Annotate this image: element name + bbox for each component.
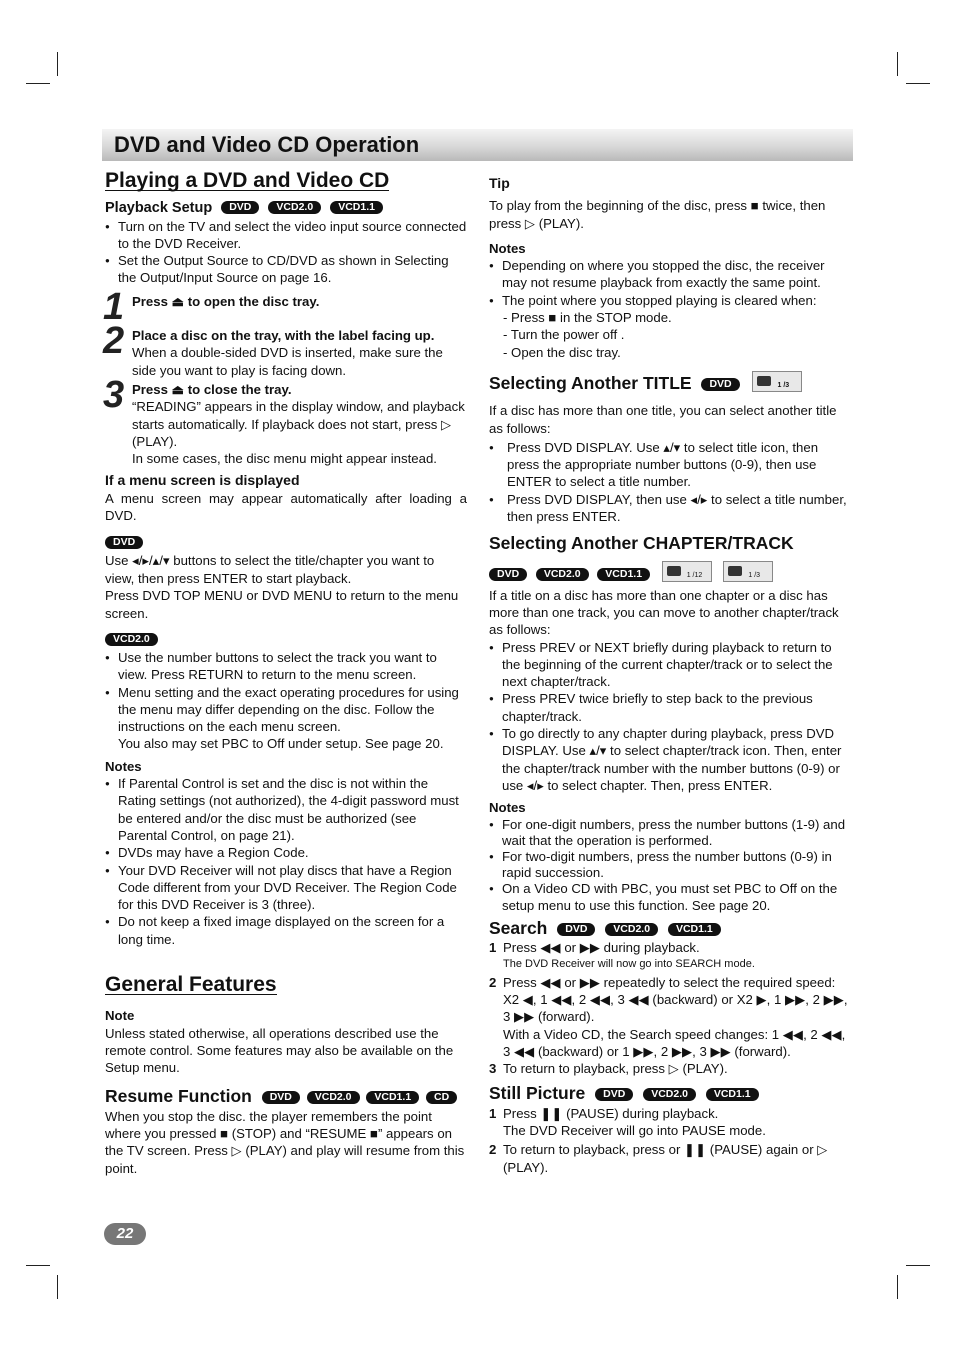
menu-screen-text: A menu screen may appear automatically after loading a DVD. — [105, 490, 467, 524]
step-heading: Press ⏏ to open the disc tray. — [132, 293, 320, 309]
list-item: ● Press DVD DISPLAY, then use ◂/▸ to select a title number, then press ENTER. — [489, 491, 851, 526]
badge-vcd20: VCD2.0 — [536, 568, 589, 581]
resume-heading: Resume Function DVD VCD2.0 VCD1.1 CD — [105, 1088, 467, 1105]
badge-vcd11: VCD1.1 — [597, 568, 650, 581]
playing-title: Playing a DVD and Video CD — [105, 169, 390, 192]
chapter-notes-list — [489, 817, 851, 914]
sub-note: - Open the disc tray. — [503, 344, 621, 360]
notes-heading: Notes — [489, 800, 526, 816]
badge-dvd: DVD — [262, 1091, 300, 1104]
tip-heading: Tip — [489, 175, 510, 191]
list-item: ● The point where you stopped playing is cleared when: — [489, 292, 851, 309]
list-item: ● Turn on the TV and select the video input source connected to the DVD Receiver. — [105, 218, 467, 253]
step-number: 3 — [103, 373, 125, 416]
step-heading: Press ⏏ to close the tray. — [132, 381, 292, 397]
list-item: ● Set the Output Source to CD/DVD as shown in Selecting the Output/Input Source on page 16. — [105, 252, 467, 287]
camera-icon — [757, 376, 771, 386]
tip-text: To play from the beginning of the disc, press ■ twice, then press ▷ (PLAY). — [489, 198, 826, 231]
notes-heading: Notes — [105, 758, 142, 774]
notes-list — [489, 257, 851, 309]
camera-icon — [667, 566, 681, 576]
still-step-2: 2 To return to playback, press or ❚❚ (PAUSE) again or ▷ (PLAY). — [489, 1142, 828, 1175]
crop-mark — [897, 52, 898, 76]
menu-screen-heading: If a menu screen is displayed — [105, 472, 300, 489]
title-osd-icon: 1 /3 — [752, 371, 802, 392]
badge-vcd20: VCD2.0 — [105, 633, 158, 646]
list-item: ● DVDs may have a Region Code. — [105, 844, 467, 861]
dvd-text: Use ◂/▸/▴/▾ buttons to select the title/chapter you want to view, then press ENTER to start playback. — [105, 553, 435, 586]
crop-mark — [906, 83, 930, 84]
sub-note: - Turn the power off . — [503, 327, 625, 343]
search-step-2: 2 Press ◀◀ or ▶▶ repeatedly to select the required speed: X2 ◀, 1 ◀◀, 2 ◀◀, 3 ◀◀ (backward) or X2 ▶, 1 ▶▶, 2 ▶▶, 3 ▶▶ (forward). With a Video CD, the Search speed changes: 1 ◀◀, 2 ◀◀, 3 ◀◀ (backward) or 1 ▶▶, 2 ▶▶, 3 ▶▶ (forward). — [489, 974, 848, 1059]
step-1 — [103, 285, 467, 328]
badge-vcd11: VCD1.1 — [706, 1088, 759, 1101]
list-item: ● Use the number buttons to select the track you want to view. Press RETURN to return to the menu screen. — [105, 649, 467, 684]
badge-vcd20: VCD2.0 — [643, 1088, 696, 1101]
list-item: ● Depending on where you stopped the disc, the receiver may not resume playback from exactly the same point. — [489, 257, 851, 292]
badge-dvd: DVD — [595, 1088, 633, 1101]
dvd-text-2: Press DVD TOP MENU or DVD MENU to return to the menu screen. — [105, 587, 459, 621]
step-2 — [103, 320, 467, 379]
list-item: ● Your DVD Receiver will not play discs that have a Region Code different from your DVD Receiver. The Region Code for this DVD Receiver is 3 (three). — [105, 862, 467, 914]
list-item: ● For two-digit numbers, press the number buttons (0-9) in rapid succession. — [489, 849, 851, 881]
step-body: When a double-sided DVD is inserted, make sure the side you want to play is facing down. — [132, 345, 443, 378]
step-heading: Place a disc on the tray, with the label facing up. — [132, 328, 435, 344]
badge-dvd: DVD — [557, 923, 595, 936]
title-heading: Selecting Another TITLE DVD 1 /3 — [489, 371, 851, 392]
title-list — [489, 439, 851, 525]
list-item: ● Menu setting and the exact operating procedures for using the menu may differ depending on the disc. Follow the instructions on the each menu screen. You also may set PBC to Off under setup. See page 20. — [105, 684, 467, 753]
step-3 — [103, 373, 467, 467]
chapter-list — [489, 639, 851, 795]
chapter-badges — [489, 561, 851, 585]
note-text: Unless stated otherwise, all operations described use the remote control. Some features may also be available on the Setup menu. — [105, 1025, 454, 1076]
camera-icon — [728, 566, 742, 576]
badge-dvd: DVD — [105, 536, 143, 549]
list-item: ● Press PREV twice briefly to step back to the previous chapter/track. — [489, 690, 851, 725]
track-osd-icon: 1 /3 — [723, 561, 773, 582]
list-item: ● If Parental Control is set and the disc is not within the Rating settings (not authorized), the 4-digit password must be entered and/or the disc must be authorized (see Parental Control, on page 21). — [105, 775, 467, 844]
badge-vcd11: VCD1.1 — [366, 1091, 419, 1104]
notes-list — [105, 775, 467, 948]
section-header — [102, 129, 853, 161]
step-number: 1 — [103, 285, 125, 328]
badge-vcd20: VCD2.0 — [268, 201, 321, 214]
still-heading: Still Picture DVD VCD2.0 VCD1.1 — [489, 1085, 851, 1102]
badge-cd: CD — [426, 1091, 457, 1104]
crop-mark — [57, 52, 58, 76]
chapter-osd-icon: 1 /12 — [662, 561, 712, 582]
crop-mark — [906, 1265, 930, 1266]
list-item: ● To go directly to any chapter during playback, press DVD DISPLAY. Use ▴/▾ to select chapter/track icon. Then, enter the chapter/track number with the number buttons (0-9) or use ◂/▸ to select chapter. Then, press ENTER. — [489, 725, 851, 794]
chapter-intro: If a title on a disc has more than one chapter or a disc has more than one track, you can move to another chapter/track as follows: — [489, 587, 839, 638]
step-number: 2 — [103, 320, 125, 363]
search-step-3: 3 To return to playback, press ▷ (PLAY). — [489, 1061, 728, 1077]
badge-dvd: DVD — [701, 378, 739, 391]
step-body-2: In some cases, the disc menu might appear instead. — [132, 451, 437, 467]
crop-mark — [57, 1275, 58, 1299]
setup-list — [105, 218, 467, 287]
title-intro: If a disc has more than one title, you can select another title as follows: — [489, 403, 837, 436]
still-step-1: 1 Press ❚❚ (PAUSE) during playback. The DVD Receiver will go into PAUSE mode. — [489, 1105, 766, 1138]
section-header-title: DVD and Video CD Operation — [114, 132, 420, 157]
crop-mark — [897, 1275, 898, 1299]
note-heading: Note — [105, 1008, 135, 1024]
badge-vcd11: VCD1.1 — [330, 201, 383, 214]
badge-dvd: DVD — [489, 568, 527, 581]
step-body: “READING” appears in the display window, and playback starts automatically. If playback does not start, press ▷ (PLAY). — [132, 399, 465, 449]
vcd-list — [105, 649, 467, 753]
list-item: ● Do not keep a fixed image displayed on the screen for a long time. — [105, 913, 467, 948]
search-heading: Search DVD VCD2.0 VCD1.1 — [489, 920, 851, 937]
steps — [103, 285, 467, 468]
page-number: 22 — [104, 1223, 146, 1245]
right-column — [489, 170, 851, 1176]
playback-setup-heading: Playback Setup DVD VCD2.0 VCD1.1 — [105, 200, 467, 217]
badge-vcd11: VCD1.1 — [668, 923, 721, 936]
list-item: ● For one-digit numbers, press the number buttons (1-9) and wait that the operation is performed. — [489, 817, 851, 849]
list-item: ● On a Video CD with PBC, you must set PBC to Off on the setup menu to use this function. See page 20. — [489, 881, 851, 913]
resume-text: When you stop the disc. the player remembers the point where you pressed ■ (STOP) and “RESUME ■” appears on the TV screen. Press ▷ (PLAY) and play will resume from this point. — [105, 1108, 465, 1176]
general-features-title: General Features — [105, 972, 277, 996]
crop-mark — [26, 1265, 50, 1266]
sub-note: - Press ■ in the STOP mode. — [503, 310, 672, 326]
list-item: ● Press DVD DISPLAY. Use ▴/▾ to select title icon, then press the appropriate number buttons (0-9), then use ENTER to select a title number. — [489, 439, 851, 491]
chapter-heading: Selecting Another CHAPTER/TRACK — [489, 533, 794, 554]
badge-dvd: DVD — [221, 201, 259, 214]
crop-mark — [26, 83, 50, 84]
search-step-1: 1 Press ◀◀ or ▶▶ during playback. The DVD Receiver will now go into SEARCH mode. — [489, 940, 755, 971]
list-item: ● Press PREV or NEXT briefly during playback to return to the beginning of the current chapter/track or to select the next chapter/track. — [489, 639, 851, 691]
badge-vcd20: VCD2.0 — [307, 1091, 360, 1104]
badge-vcd20: VCD2.0 — [605, 923, 658, 936]
left-column — [105, 170, 467, 1177]
notes-heading: Notes — [489, 240, 526, 256]
